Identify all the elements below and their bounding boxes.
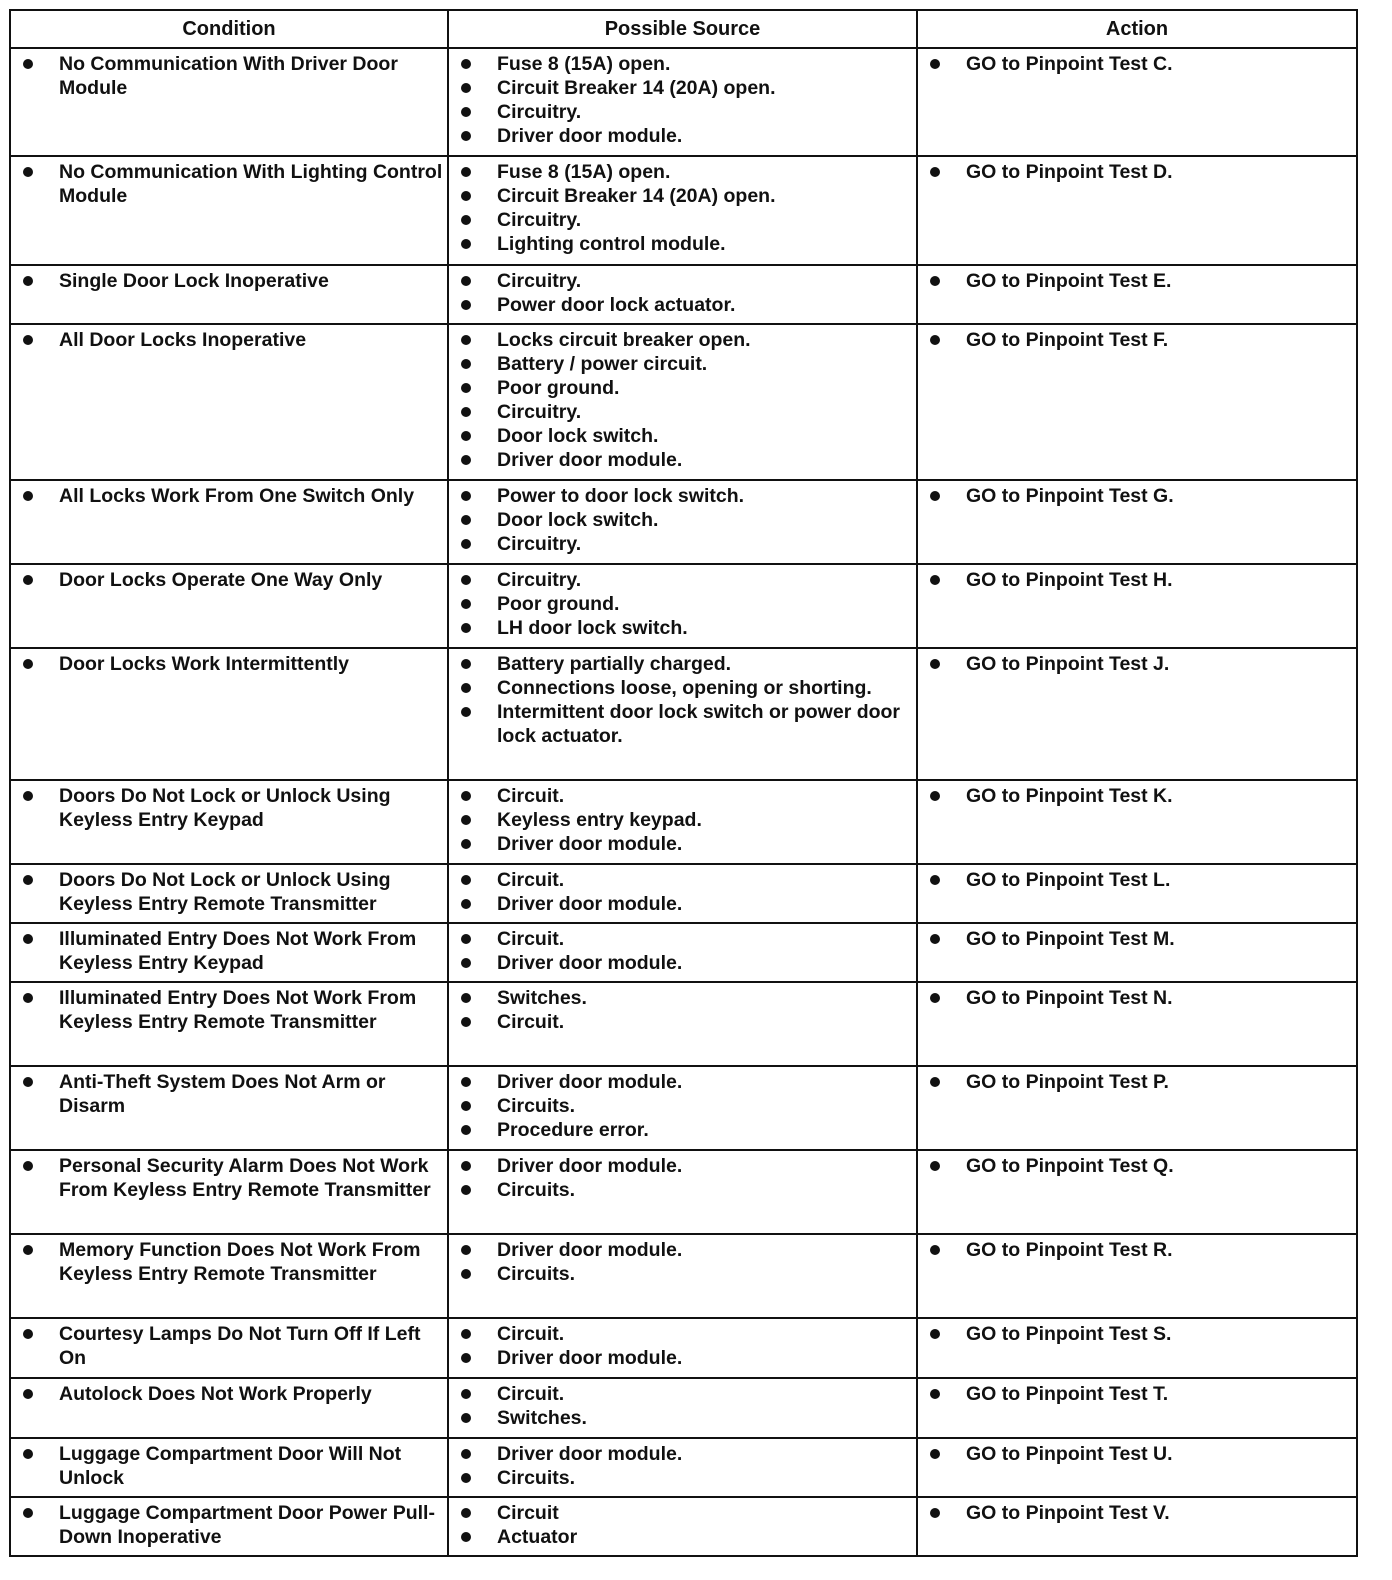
source-item: Battery partially charged. <box>449 652 916 676</box>
source-item: Procedure error. <box>449 1118 916 1142</box>
possible-source-cell <box>448 1497 917 1556</box>
action-cell <box>917 1318 1357 1378</box>
header-row <box>10 10 1357 48</box>
source-item: Circuitry. <box>449 568 916 592</box>
action-cell <box>917 1150 1357 1234</box>
source-item: Circuit. <box>449 927 916 951</box>
condition-cell <box>10 780 448 864</box>
action-cell <box>917 480 1357 564</box>
condition-cell <box>10 324 448 480</box>
condition-text: No Communication With Driver Door Module <box>11 52 447 100</box>
table-row <box>10 564 1357 648</box>
source-item: Circuitry. <box>449 100 916 124</box>
action-text: GO to Pinpoint Test T. <box>918 1382 1356 1406</box>
action-text: GO to Pinpoint Test C. <box>918 52 1356 76</box>
table-row <box>10 648 1357 780</box>
condition-cell <box>10 1497 448 1556</box>
condition-text: Anti-Theft System Does Not Arm or Disarm <box>11 1070 447 1118</box>
table-row <box>10 923 1357 982</box>
action-cell <box>917 156 1357 265</box>
action-cell <box>917 864 1357 923</box>
header-condition: Condition <box>10 10 448 48</box>
condition-cell <box>10 923 448 982</box>
action-text: GO to Pinpoint Test V. <box>918 1501 1356 1525</box>
condition-text: Luggage Compartment Door Will Not Unlock <box>11 1442 447 1490</box>
condition-cell <box>10 480 448 564</box>
action-text: GO to Pinpoint Test R. <box>918 1238 1356 1262</box>
action-cell <box>917 1438 1357 1497</box>
possible-source-cell <box>448 1150 917 1234</box>
table-row <box>10 1497 1357 1556</box>
condition-cell <box>10 648 448 780</box>
table-body <box>10 48 1357 1556</box>
source-item: Circuits. <box>449 1178 916 1202</box>
source-item: Lighting control module. <box>449 232 916 256</box>
source-item: Driver door module. <box>449 124 916 148</box>
table-row <box>10 1318 1357 1378</box>
source-item: Driver door module. <box>449 448 916 472</box>
action-text: GO to Pinpoint Test F. <box>918 328 1356 352</box>
condition-cell <box>10 1234 448 1318</box>
possible-source-cell <box>448 923 917 982</box>
possible-source-cell <box>448 1066 917 1150</box>
source-item: Circuit <box>449 1501 916 1525</box>
source-item: Circuit. <box>449 868 916 892</box>
action-cell <box>917 1066 1357 1150</box>
condition-text: Single Door Lock Inoperative <box>11 269 447 293</box>
source-item: Battery / power circuit. <box>449 352 916 376</box>
source-item: Power door lock actuator. <box>449 293 916 317</box>
table-row <box>10 864 1357 923</box>
source-item: Circuits. <box>449 1466 916 1490</box>
possible-source-cell <box>448 480 917 564</box>
condition-cell <box>10 1438 448 1497</box>
possible-source-cell <box>448 324 917 480</box>
source-item: Circuitry. <box>449 208 916 232</box>
condition-text: Illuminated Entry Does Not Work From Keyless Entry Remote Transmitter <box>11 986 447 1034</box>
source-item: Circuit Breaker 14 (20A) open. <box>449 76 916 100</box>
action-cell <box>917 780 1357 864</box>
table-row <box>10 324 1357 480</box>
condition-cell <box>10 1066 448 1150</box>
source-item: Poor ground. <box>449 592 916 616</box>
condition-cell <box>10 982 448 1066</box>
source-item: Keyless entry keypad. <box>449 808 916 832</box>
source-item: Door lock switch. <box>449 424 916 448</box>
condition-text: Door Locks Work Intermittently <box>11 652 447 676</box>
possible-source-cell <box>448 1234 917 1318</box>
condition-text: Memory Function Does Not Work From Keyless Entry Remote Transmitter <box>11 1238 447 1286</box>
action-cell <box>917 324 1357 480</box>
possible-source-cell <box>448 1318 917 1378</box>
action-cell <box>917 982 1357 1066</box>
possible-source-cell <box>448 564 917 648</box>
possible-source-cell <box>448 982 917 1066</box>
source-item: Circuitry. <box>449 532 916 556</box>
source-item: Poor ground. <box>449 376 916 400</box>
table-row <box>10 480 1357 564</box>
possible-source-cell <box>448 1378 917 1438</box>
action-text: GO to Pinpoint Test U. <box>918 1442 1356 1466</box>
source-item: Circuits. <box>449 1262 916 1286</box>
condition-cell <box>10 1150 448 1234</box>
table-row <box>10 780 1357 864</box>
possible-source-cell <box>448 156 917 265</box>
condition-text: Luggage Compartment Door Power Pull-Down Inoperative <box>11 1501 447 1549</box>
action-text: GO to Pinpoint Test D. <box>918 160 1356 184</box>
condition-text: All Locks Work From One Switch Only <box>11 484 447 508</box>
possible-source-cell <box>448 864 917 923</box>
action-text: GO to Pinpoint Test L. <box>918 868 1356 892</box>
source-item: Driver door module. <box>449 1442 916 1466</box>
source-item: Circuit. <box>449 1382 916 1406</box>
action-cell <box>917 923 1357 982</box>
header-action: Action <box>917 10 1357 48</box>
condition-cell <box>10 48 448 156</box>
source-item: Circuit. <box>449 1010 916 1034</box>
source-item: Connections loose, opening or shorting. <box>449 676 916 700</box>
action-text: GO to Pinpoint Test P. <box>918 1070 1356 1094</box>
source-item: Circuits. <box>449 1094 916 1118</box>
condition-text: Illuminated Entry Does Not Work From Keyless Entry Keypad <box>11 927 447 975</box>
source-item: Driver door module. <box>449 1154 916 1178</box>
diagnosis-table <box>9 9 1358 1557</box>
condition-text: Autolock Does Not Work Properly <box>11 1382 447 1406</box>
possible-source-cell <box>448 48 917 156</box>
source-item: Driver door module. <box>449 1070 916 1094</box>
action-cell <box>917 265 1357 324</box>
condition-text: Door Locks Operate One Way Only <box>11 568 447 592</box>
table-row <box>10 1150 1357 1234</box>
source-item: Fuse 8 (15A) open. <box>449 52 916 76</box>
source-item: Driver door module. <box>449 892 916 916</box>
possible-source-cell <box>448 648 917 780</box>
action-text: GO to Pinpoint Test K. <box>918 784 1356 808</box>
table-row <box>10 156 1357 265</box>
source-item: Power to door lock switch. <box>449 484 916 508</box>
source-item: Circuitry. <box>449 400 916 424</box>
action-cell <box>917 564 1357 648</box>
source-item: Intermittent door lock switch or power door lock actuator. <box>449 700 916 748</box>
possible-source-cell <box>448 780 917 864</box>
action-text: GO to Pinpoint Test H. <box>918 568 1356 592</box>
source-item: Driver door module. <box>449 1238 916 1262</box>
source-item: Driver door module. <box>449 832 916 856</box>
table-row <box>10 982 1357 1066</box>
table-row <box>10 1234 1357 1318</box>
condition-cell <box>10 1378 448 1438</box>
action-text: GO to Pinpoint Test N. <box>918 986 1356 1010</box>
action-text: GO to Pinpoint Test M. <box>918 927 1356 951</box>
source-item: Switches. <box>449 986 916 1010</box>
condition-text: No Communication With Lighting Control Module <box>11 160 447 208</box>
source-item: Locks circuit breaker open. <box>449 328 916 352</box>
action-text: GO to Pinpoint Test J. <box>918 652 1356 676</box>
table-row <box>10 1438 1357 1497</box>
action-cell <box>917 648 1357 780</box>
action-text: GO to Pinpoint Test S. <box>918 1322 1356 1346</box>
possible-source-cell <box>448 265 917 324</box>
condition-cell <box>10 564 448 648</box>
action-cell <box>917 1497 1357 1556</box>
condition-cell <box>10 1318 448 1378</box>
condition-text: All Door Locks Inoperative <box>11 328 447 352</box>
source-item: Circuit. <box>449 1322 916 1346</box>
action-cell <box>917 1234 1357 1318</box>
source-item: Actuator <box>449 1525 916 1549</box>
table-row <box>10 48 1357 156</box>
source-item: LH door lock switch. <box>449 616 916 640</box>
condition-text: Doors Do Not Lock or Unlock Using Keyless Entry Keypad <box>11 784 447 832</box>
condition-cell <box>10 156 448 265</box>
table-row <box>10 1066 1357 1150</box>
source-item: Circuit Breaker 14 (20A) open. <box>449 184 916 208</box>
table-row <box>10 1378 1357 1438</box>
source-item: Switches. <box>449 1406 916 1430</box>
source-item: Driver door module. <box>449 951 916 975</box>
action-cell <box>917 1378 1357 1438</box>
source-item: Driver door module. <box>449 1346 916 1370</box>
condition-text: Personal Security Alarm Does Not Work From Keyless Entry Remote Transmitter <box>11 1154 447 1202</box>
possible-source-cell <box>448 1438 917 1497</box>
condition-text: Doors Do Not Lock or Unlock Using Keyless Entry Remote Transmitter <box>11 868 447 916</box>
source-item: Door lock switch. <box>449 508 916 532</box>
source-item: Circuit. <box>449 784 916 808</box>
action-text: GO to Pinpoint Test E. <box>918 269 1356 293</box>
header-possible-source: Possible Source <box>448 10 917 48</box>
condition-cell <box>10 265 448 324</box>
action-text: GO to Pinpoint Test Q. <box>918 1154 1356 1178</box>
action-text: GO to Pinpoint Test G. <box>918 484 1356 508</box>
source-item: Fuse 8 (15A) open. <box>449 160 916 184</box>
table-row <box>10 265 1357 324</box>
action-cell <box>917 48 1357 156</box>
source-item: Circuitry. <box>449 269 916 293</box>
condition-text: Courtesy Lamps Do Not Turn Off If Left On <box>11 1322 447 1370</box>
condition-cell <box>10 864 448 923</box>
